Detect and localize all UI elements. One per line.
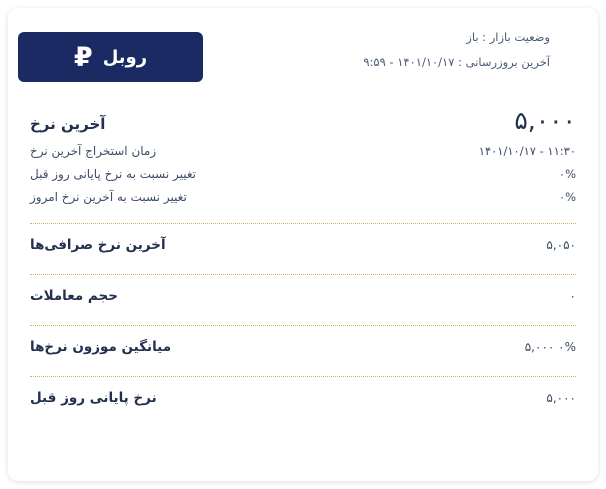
last-rate-label: آخرین نرخ bbox=[30, 115, 106, 133]
divider-1 bbox=[30, 223, 576, 224]
header-meta bbox=[218, 30, 598, 80]
market-status-text: وضعیت بازار : باز bbox=[466, 30, 550, 44]
currency-badge-label: روبل bbox=[102, 46, 148, 68]
exchanges-rate-block bbox=[30, 237, 576, 261]
extract-time-value: ۱۴۰۱/۱۰/۱۷ - ۱۱:۳۰ bbox=[478, 144, 576, 158]
weighted-average-block bbox=[30, 339, 576, 363]
row-weighted-average bbox=[30, 339, 576, 363]
row-change-today-last bbox=[30, 190, 576, 204]
divider-2 bbox=[30, 274, 576, 275]
change-today-last-label: تغییر نسبت به آخرین نرخ امروز bbox=[30, 190, 187, 204]
weighted-average-value: ۵,۰۰۰ ۰% bbox=[524, 340, 576, 354]
prev-close-block bbox=[30, 390, 576, 414]
divider-4 bbox=[30, 376, 576, 377]
last-rate-value: ۵,۰۰۰ bbox=[514, 106, 576, 135]
prev-close-label: نرخ پایانی روز قبل bbox=[30, 390, 157, 406]
currency-rate-card bbox=[8, 8, 598, 481]
currency-badge[interactable] bbox=[18, 32, 203, 82]
weighted-average-label: میانگین موزون نرخ‌ها bbox=[30, 339, 172, 355]
exchanges-last-rate-value: ۵,۰۵۰ bbox=[546, 238, 576, 252]
row-volume bbox=[30, 288, 576, 312]
row-prev-close bbox=[30, 390, 576, 414]
last-update-text: آخرین بروزرسانی : ۱۴۰۱/۱۰/۱۷ - ۹:۵۹ bbox=[363, 55, 550, 69]
change-today-last-value: ۰% bbox=[558, 190, 576, 204]
last-rate-group bbox=[30, 100, 576, 210]
row-exchanges-last-rate bbox=[30, 237, 576, 261]
volume-value: ۰ bbox=[569, 289, 576, 303]
rate-rows bbox=[8, 100, 598, 481]
volume-label: حجم معاملات bbox=[30, 288, 118, 304]
prev-close-value: ۵,۰۰۰ bbox=[546, 391, 576, 405]
row-change-prev-close bbox=[30, 167, 576, 181]
change-prev-close-label: تغییر نسبت به نرخ پایانی روز قبل bbox=[30, 167, 196, 181]
row-last-rate bbox=[30, 106, 576, 135]
divider-3 bbox=[30, 325, 576, 326]
row-extract-time bbox=[30, 144, 576, 158]
change-prev-close-value: ۰% bbox=[558, 167, 576, 181]
card-header bbox=[8, 22, 598, 86]
exchanges-last-rate-label: آخرین نرخ صرافی‌ها bbox=[30, 237, 166, 253]
ruble-icon: ₽ bbox=[73, 41, 93, 73]
extract-time-label: زمان استخراج آخرین نرخ bbox=[30, 144, 157, 158]
volume-block bbox=[30, 288, 576, 312]
